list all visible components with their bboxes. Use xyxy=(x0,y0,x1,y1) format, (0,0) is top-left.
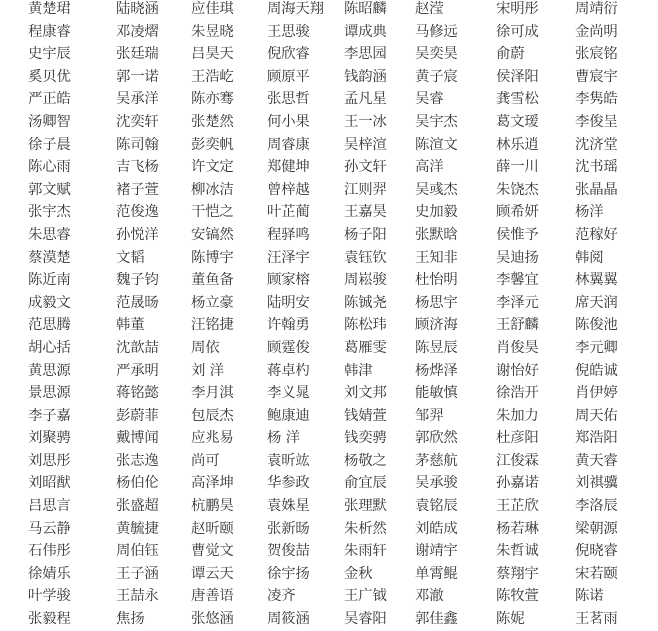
name-cell: 倪欣睿 xyxy=(267,46,310,63)
name-cell: 李馨宜 xyxy=(496,272,539,289)
name-cell: 马修远 xyxy=(415,23,458,40)
name-cell: 范俊逸 xyxy=(116,204,159,221)
name-cell: 吴奕昊 xyxy=(415,46,458,63)
name-cell: 朱雨轩 xyxy=(344,543,387,560)
name-cell: 杨敬之 xyxy=(344,452,387,469)
name-cell: 李子嘉 xyxy=(28,407,71,424)
name-cell: 范稼好 xyxy=(575,226,618,243)
name-cell: 钱婧萱 xyxy=(344,407,387,424)
name-cell: 周天佑 xyxy=(575,407,618,424)
name-cell: 徐可成 xyxy=(496,23,539,40)
name-cell: 吕思言 xyxy=(28,498,71,515)
name-cell: 吴宇杰 xyxy=(415,113,458,130)
name-cell: 史加毅 xyxy=(415,204,458,221)
name-cell: 陈博宇 xyxy=(191,249,234,266)
name-cell: 刘皓成 xyxy=(415,520,458,537)
name-cell: 陈俊池 xyxy=(575,317,618,334)
name-cell: 杨烨泽 xyxy=(415,362,458,379)
name-cell: 陈妮 xyxy=(496,611,525,628)
name-cell: 孟凡星 xyxy=(344,91,387,108)
name-cell: 马云静 xyxy=(28,520,71,537)
name-cell: 李俊呈 xyxy=(575,113,618,130)
name-cell: 许文定 xyxy=(191,159,234,176)
name-cell: 吴睿 xyxy=(415,91,444,108)
name-cell: 张盛超 xyxy=(116,498,159,515)
name-cell: 吴彧杰 xyxy=(415,181,458,198)
name-cell: 陈铖尧 xyxy=(344,294,387,311)
name-cell: 程康睿 xyxy=(28,23,71,40)
name-cell: 张晶晶 xyxy=(575,181,618,198)
name-cell: 严承明 xyxy=(116,362,159,379)
name-cell: 梁朝源 xyxy=(575,520,618,537)
name-cell: 刘文邦 xyxy=(344,385,387,402)
name-cell: 彭奕帆 xyxy=(191,136,234,153)
name-cell: 杨 洋 xyxy=(267,430,300,447)
name-cell: 陈司翰 xyxy=(116,136,159,153)
name-cell: 陈心雨 xyxy=(28,159,71,176)
name-cell: 黄毓捷 xyxy=(116,520,159,537)
name-cell: 徐子晨 xyxy=(28,136,71,153)
name-cell: 邹羿 xyxy=(415,407,444,424)
name-cell: 高洋 xyxy=(415,159,444,176)
name-cell: 张新旸 xyxy=(267,520,310,537)
name-cell: 吴睿阳 xyxy=(344,611,387,628)
name-cell: 龚雪松 xyxy=(496,91,539,108)
name-cell: 唐善语 xyxy=(191,588,234,605)
name-cell: 范晟旸 xyxy=(116,294,159,311)
name-cell: 华参政 xyxy=(267,475,310,492)
name-cell: 张廷瑞 xyxy=(116,46,159,63)
name-cell: 江则羿 xyxy=(344,181,387,198)
name-cell: 王广钺 xyxy=(344,588,387,605)
name-cell: 柳冰洁 xyxy=(191,181,234,198)
name-cell: 葛雁雯 xyxy=(344,339,387,356)
name-cell: 单霄鲲 xyxy=(415,565,458,582)
name-cell: 沈济堂 xyxy=(575,136,618,153)
name-cell: 郑健坤 xyxy=(267,159,310,176)
name-cell: 郭欣然 xyxy=(415,430,458,447)
name-cell: 宋若颐 xyxy=(575,565,618,582)
name-cell: 韩阅 xyxy=(575,249,604,266)
name-cell: 钱韵涵 xyxy=(344,68,387,85)
name-cell: 杜怡明 xyxy=(415,272,458,289)
name-cell: 王喆永 xyxy=(116,588,159,605)
name-cell: 奚贝优 xyxy=(28,68,71,85)
name-cell: 蒋卓杓 xyxy=(267,362,310,379)
name-cell: 文韬 xyxy=(116,249,145,266)
name-cell: 倪皓诚 xyxy=(575,362,618,379)
name-cell: 袁姝星 xyxy=(267,498,310,515)
name-cell: 吴迪扬 xyxy=(496,249,539,266)
name-cell: 周睿康 xyxy=(267,136,310,153)
name-cell: 黄子宸 xyxy=(415,68,458,85)
name-cell: 刘祺骥 xyxy=(575,475,618,492)
name-cell: 王思骏 xyxy=(267,23,310,40)
name-cell: 黄天睿 xyxy=(575,452,618,469)
name-cell: 陆晓涵 xyxy=(116,1,159,17)
name-cell: 朱思睿 xyxy=(28,226,71,243)
name-cell: 俞宜辰 xyxy=(344,475,387,492)
name-cell: 赵滢 xyxy=(415,1,444,17)
name-cell: 陈渲文 xyxy=(415,136,458,153)
name-cell: 贺俊喆 xyxy=(267,543,310,560)
name-cell: 肖伊婷 xyxy=(575,385,618,402)
name-cell: 薛一川 xyxy=(496,159,539,176)
name-cell: 刘昭猷 xyxy=(28,475,71,492)
name-cell: 戴博闻 xyxy=(116,430,159,447)
name-cell: 焦扬 xyxy=(116,611,145,628)
name-cell: 凌齐 xyxy=(267,588,296,605)
name-cell: 郭一诺 xyxy=(116,68,159,85)
name-cell: 蒋铭懿 xyxy=(116,385,159,402)
name-cell: 张毅程 xyxy=(28,611,71,628)
name-cell: 朱析然 xyxy=(344,520,387,537)
name-cell: 董鱼备 xyxy=(191,272,234,289)
name-cell: 顾家榕 xyxy=(267,272,310,289)
name-cell: 顾霆俊 xyxy=(267,339,310,356)
name-cell: 赵昕颐 xyxy=(191,520,234,537)
name-cell: 朱昱晓 xyxy=(191,23,234,40)
name-cell: 朱哲诚 xyxy=(496,543,539,560)
name-cell: 成毅文 xyxy=(28,294,71,311)
name-cell: 周崧骏 xyxy=(344,272,387,289)
name-cell: 严正皓 xyxy=(28,91,71,108)
name-cell: 侯泽阳 xyxy=(496,68,539,85)
name-cell: 陆明安 xyxy=(267,294,310,311)
name-cell: 刘 洋 xyxy=(191,362,224,379)
name-cell: 杨洋 xyxy=(575,204,604,221)
name-cell: 干恺之 xyxy=(191,204,234,221)
name-cell: 李月淇 xyxy=(191,385,234,402)
name-cell: 陈诺 xyxy=(575,588,604,605)
name-cell: 褚子萱 xyxy=(116,181,159,198)
name-cell: 周伯钰 xyxy=(116,543,159,560)
name-cell: 何小果 xyxy=(267,113,310,130)
name-cell: 宋明彤 xyxy=(496,1,539,17)
name-cell: 张思哲 xyxy=(267,91,310,108)
name-cell: 刘思彤 xyxy=(28,452,71,469)
name-cell: 张悠涵 xyxy=(191,611,234,628)
name-cell: 袁铭辰 xyxy=(415,498,458,515)
name-cell: 沈歆喆 xyxy=(116,339,159,356)
name-cell: 陈近南 xyxy=(28,272,71,289)
name-cell: 高泽坤 xyxy=(191,475,234,492)
name-cell: 徐婧乐 xyxy=(28,565,71,582)
name-cell: 金秋 xyxy=(344,565,373,582)
name-cell: 张宇杰 xyxy=(28,204,71,221)
name-cell: 王一冰 xyxy=(344,113,387,130)
name-cell: 吴梓渲 xyxy=(344,136,387,153)
name-cell: 杨子阳 xyxy=(344,226,387,243)
name-cell: 侯惟予 xyxy=(496,226,539,243)
name-cell: 杨思宇 xyxy=(415,294,458,311)
name-cell: 张宸铭 xyxy=(575,46,618,63)
name-cell: 谭云天 xyxy=(191,565,234,582)
name-cell: 谢靖宇 xyxy=(415,543,458,560)
name-cell: 景思源 xyxy=(28,385,71,402)
name-cell: 陈牧萱 xyxy=(496,588,539,605)
name-cell: 倪晓睿 xyxy=(575,543,618,560)
name-cell: 黄思源 xyxy=(28,362,71,379)
name-cell: 袁钰钦 xyxy=(344,249,387,266)
name-cell: 陈亦骞 xyxy=(191,91,234,108)
name-cell: 王嘉昊 xyxy=(344,204,387,221)
name-cell: 汤卿智 xyxy=(28,113,71,130)
name-cell: 石伟彤 xyxy=(28,543,71,560)
name-cell: 韩董 xyxy=(116,317,145,334)
name-cell: 吴承骏 xyxy=(415,475,458,492)
name-cell: 王知非 xyxy=(415,249,458,266)
name-cell: 李隽皓 xyxy=(575,91,618,108)
name-cell: 吕昊天 xyxy=(191,46,234,63)
name-cell: 曹宸宇 xyxy=(575,68,618,85)
name-cell: 周海天翔 xyxy=(267,1,324,17)
name-cell: 朱饶杰 xyxy=(496,181,539,198)
name-cell: 俞蔚 xyxy=(496,46,525,63)
name-cell: 杜彦阳 xyxy=(496,430,539,447)
name-cell: 张理默 xyxy=(344,498,387,515)
name-cell: 林翼翼 xyxy=(575,272,618,289)
name-cell: 李思园 xyxy=(344,46,387,63)
name-cell: 黄楚珺 xyxy=(28,1,71,17)
name-cell: 金尚明 xyxy=(575,23,618,40)
name-cell: 应佳琪 xyxy=(191,1,234,17)
name-cell: 陈昱辰 xyxy=(415,339,458,356)
name-cell: 许翰勇 xyxy=(267,317,310,334)
name-cell: 朱加力 xyxy=(496,407,539,424)
name-cell: 孙嘉诺 xyxy=(496,475,539,492)
name-cell: 范思腾 xyxy=(28,317,71,334)
name-cell: 曾梓越 xyxy=(267,181,310,198)
name-cell: 张楚然 xyxy=(191,113,234,130)
name-cell: 王芷欣 xyxy=(496,498,539,515)
name-cell: 叶芷蔺 xyxy=(267,204,310,221)
name-cell: 顾济海 xyxy=(415,317,458,334)
name-cell: 吉飞杨 xyxy=(116,159,159,176)
name-cell: 沈书瑶 xyxy=(575,159,618,176)
name-cell: 汪铭捷 xyxy=(191,317,234,334)
name-cell: 陈昭麟 xyxy=(344,1,387,17)
name-cell: 谭成典 xyxy=(344,23,387,40)
name-cell: 李元卿 xyxy=(575,339,618,356)
name-cell: 葛文瑷 xyxy=(496,113,539,130)
name-cell: 袁昕竑 xyxy=(267,452,310,469)
name-cell: 史宇辰 xyxy=(28,46,71,63)
name-cell: 尚可 xyxy=(191,452,220,469)
name-cell: 蔡漠楚 xyxy=(28,249,71,266)
name-cell: 林乐逍 xyxy=(496,136,539,153)
name-cell: 周依 xyxy=(191,339,220,356)
name-cell: 谢怡好 xyxy=(496,362,539,379)
name-cell: 钱奕骋 xyxy=(344,430,387,447)
name-cell: 孙文轩 xyxy=(344,159,387,176)
name-cell: 顾希妍 xyxy=(496,204,539,221)
name-cell: 韩津 xyxy=(344,362,373,379)
name-cell: 郭佳鑫 xyxy=(415,611,458,628)
name-cell: 杭鹏昊 xyxy=(191,498,234,515)
name-cell: 鲍康迪 xyxy=(267,407,310,424)
name-cell: 蔡翔宇 xyxy=(496,565,539,582)
name-cell: 程驿鸣 xyxy=(267,226,310,243)
name-cell: 魏子钧 xyxy=(116,272,159,289)
name-cell: 席天润 xyxy=(575,294,618,311)
name-cell: 顾原平 xyxy=(267,68,310,85)
name-cell: 吴承洋 xyxy=(116,91,159,108)
name-cell: 李泽元 xyxy=(496,294,539,311)
name-cell: 周靖衍 xyxy=(575,1,618,17)
name-cell: 能敏慎 xyxy=(415,385,458,402)
name-cell: 安镐然 xyxy=(191,226,234,243)
name-cell: 肖俊昊 xyxy=(496,339,539,356)
name-cell: 郭文赋 xyxy=(28,181,71,198)
name-cell: 刘聚骋 xyxy=(28,430,71,447)
name-cell: 徐浩开 xyxy=(496,385,539,402)
name-cell: 杨立豪 xyxy=(191,294,234,311)
name-cell: 邓凌熠 xyxy=(116,23,159,40)
name-cell: 郑浩阳 xyxy=(575,430,618,447)
name-cell: 王浩屹 xyxy=(191,68,234,85)
name-cell: 杨伯伦 xyxy=(116,475,159,492)
name-cell: 李洛辰 xyxy=(575,498,618,515)
name-cell: 李义晁 xyxy=(267,385,310,402)
name-cell: 包辰杰 xyxy=(191,407,234,424)
name-cell: 王茗雨 xyxy=(575,611,618,628)
name-cell: 王子涵 xyxy=(116,565,159,582)
name-cell: 孙悦洋 xyxy=(116,226,159,243)
name-cell: 应兆易 xyxy=(191,430,234,447)
name-cell: 沈奕轩 xyxy=(116,113,159,130)
name-cell: 胡心括 xyxy=(28,339,71,356)
name-cell: 彭蔚菲 xyxy=(116,407,159,424)
name-cell: 叶学骏 xyxy=(28,588,71,605)
name-cell: 汪泽宇 xyxy=(267,249,310,266)
name-cell: 杨若琳 xyxy=(496,520,539,537)
name-cell: 邓澈 xyxy=(415,588,444,605)
name-cell: 徐宇扬 xyxy=(267,565,310,582)
name-cell: 周筱涵 xyxy=(267,611,310,628)
name-cell: 江俊霖 xyxy=(496,452,539,469)
name-cell: 张志逸 xyxy=(116,452,159,469)
name-cell: 曹觉文 xyxy=(191,543,234,560)
name-cell: 张默晗 xyxy=(415,226,458,243)
name-cell: 茅慈航 xyxy=(415,452,458,469)
name-cell: 王舒麟 xyxy=(496,317,539,334)
name-cell: 陈松玮 xyxy=(344,317,387,334)
